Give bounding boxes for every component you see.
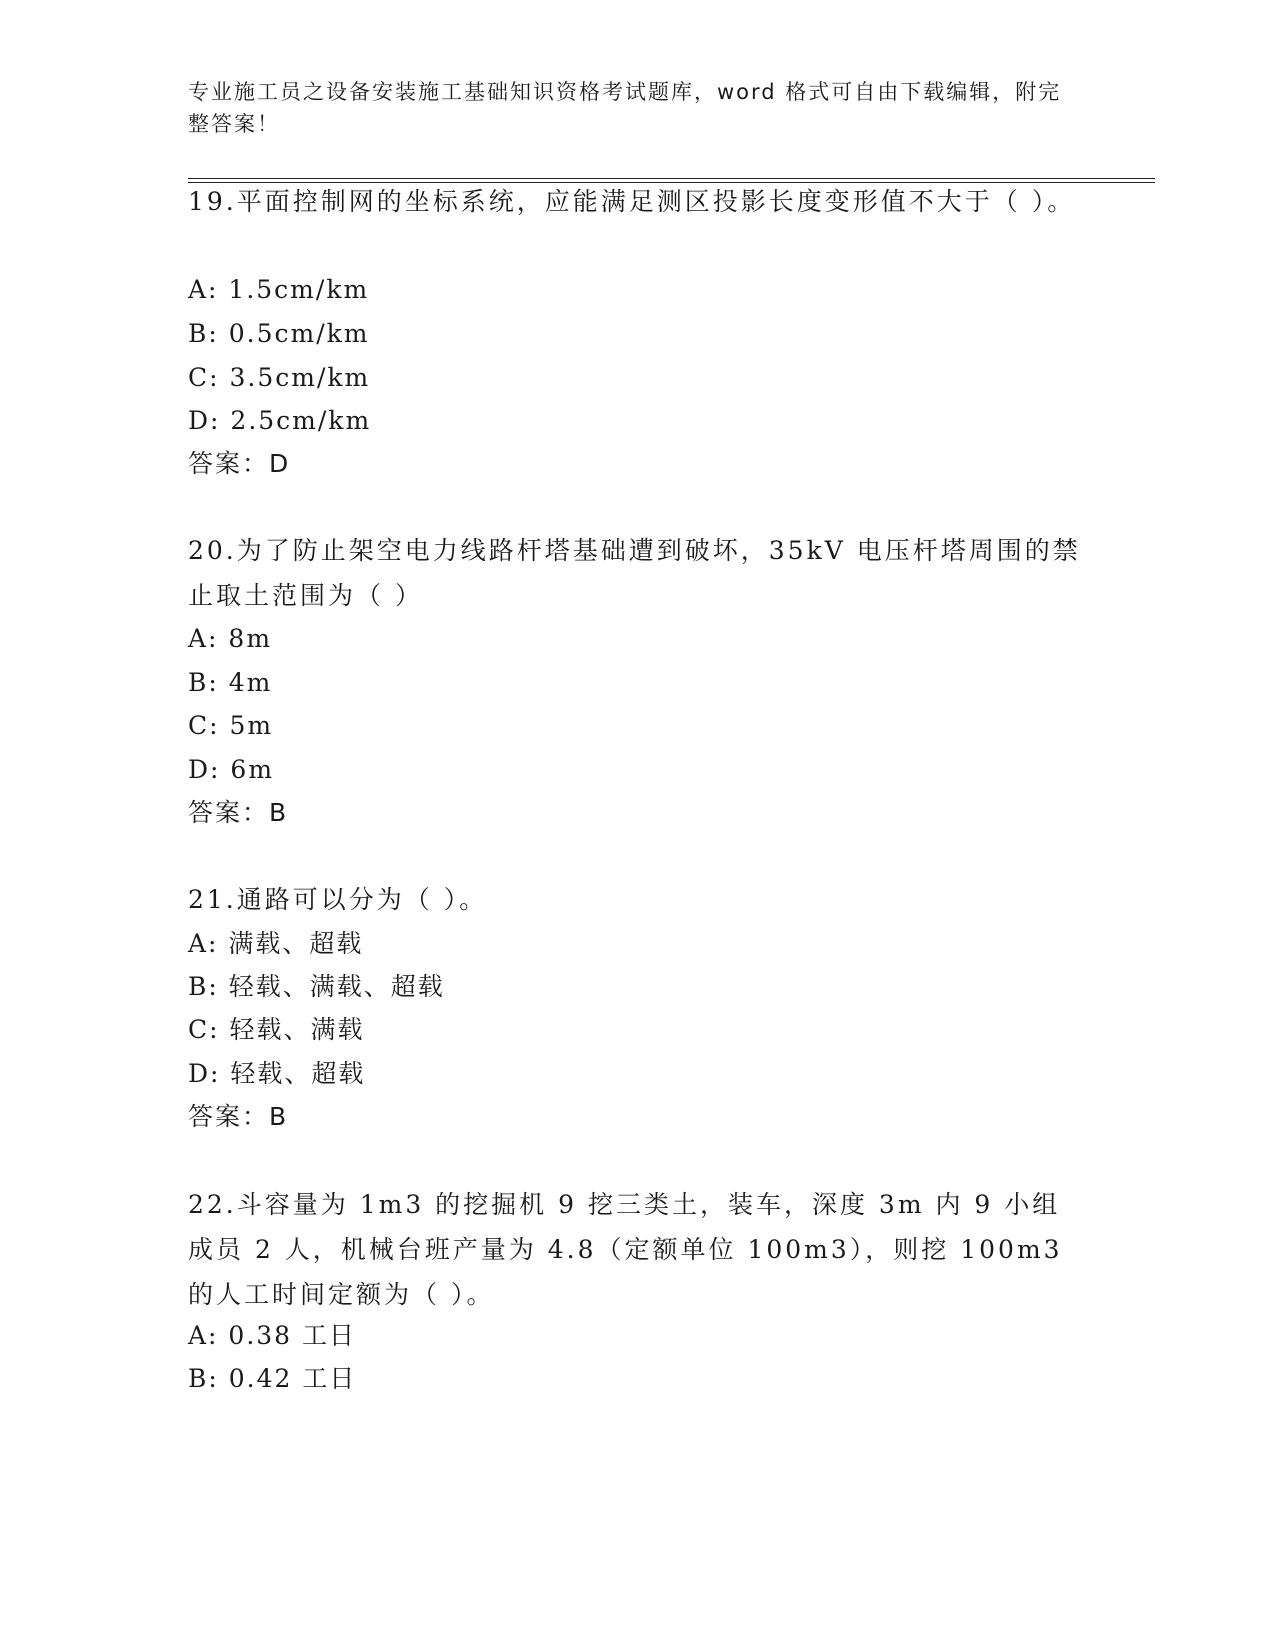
option-b: B: 4m [188, 668, 273, 697]
option-c: C: 5m [188, 711, 274, 740]
answer: 答案：D [188, 449, 291, 478]
answer: 答案：B [188, 1102, 289, 1131]
question-text: 21.通路可以分为（ ）。 [188, 885, 488, 914]
option-b: B: 0.42 工日 [188, 1364, 357, 1393]
question-text: 20.为了防止架空电力线路杆塔基础遭到破坏，35kV 电压杆塔周围的禁止取土范围为（ ） [188, 536, 1081, 610]
question-text: 19.平面控制网的坐标系统，应能满足测区投影长度变形值不大于（ ）。 [188, 187, 1076, 216]
document-header: 专业施工员之设备安装施工基础知识资格考试题库，word 格式可自由下载编辑，附完整答案！ [188, 80, 1062, 136]
question-text: 22.斗容量为 1m3 的挖掘机 9 挖三类土，装车，深度 3m 内 9 小组成员 2 人，机械台班产量为 4.8（定额单位 100m3），则挖 100m3 的人工时间定额为（ ）。 [188, 1190, 1063, 1309]
option-b: B: 0.5cm/km [188, 319, 370, 348]
option-a: A: 8m [188, 624, 273, 653]
option-d: D: 6m [188, 755, 275, 784]
option-a: A: 1.5cm/km [188, 275, 370, 304]
option-a: A: 0.38 工日 [188, 1321, 357, 1350]
option-c: C: 3.5cm/km [188, 363, 371, 392]
option-c: C: 轻载、满载 [188, 1015, 365, 1044]
option-d: D: 2.5cm/km [188, 406, 372, 435]
option-b: B: 轻载、满载、超载 [188, 972, 445, 1001]
answer: 答案：B [188, 798, 289, 827]
option-d: D: 轻载、超载 [188, 1059, 366, 1088]
option-a: A: 满载、超载 [188, 929, 364, 958]
